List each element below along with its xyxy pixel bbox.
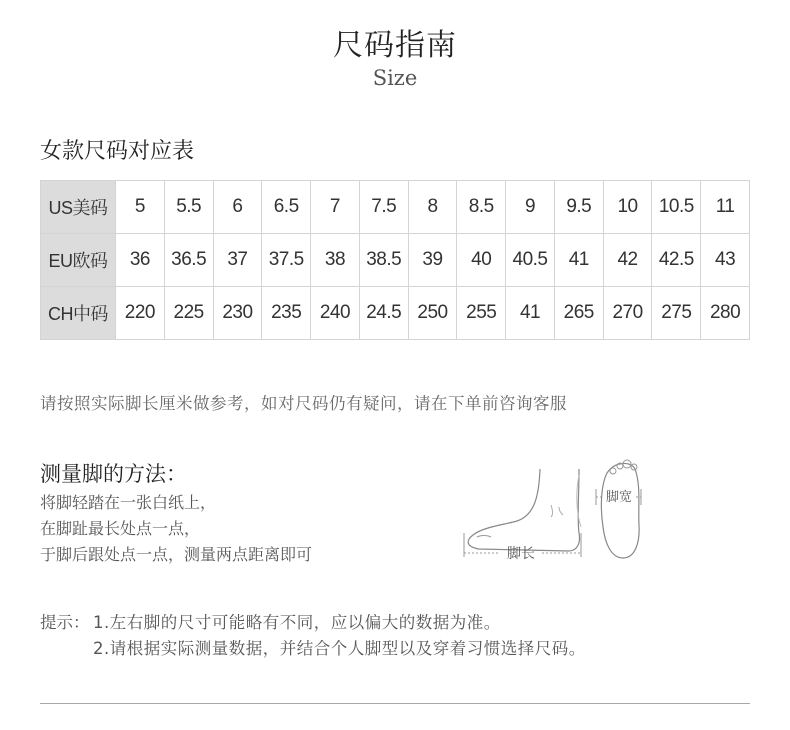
table-cell: 8 <box>408 181 457 234</box>
size-table-title: 女款尺码对应表 <box>40 139 195 164</box>
foot-width-label: 脚宽 <box>605 490 633 505</box>
table-cell: 240 <box>311 287 360 340</box>
table-row <box>41 287 750 340</box>
table-cell: 270 <box>603 287 652 340</box>
table-cell: 5 <box>116 181 165 234</box>
tip-item-2: 2.请根据实际测量数据，并结合个人脚型以及穿着习惯选择尺码。 <box>93 639 586 658</box>
table-cell: 38 <box>311 234 360 287</box>
table-cell: 42.5 <box>652 234 701 287</box>
table-cell: 275 <box>652 287 701 340</box>
table-cell: 265 <box>554 287 603 340</box>
table-cell: 37.5 <box>262 234 311 287</box>
foot-length-label: 脚长 <box>507 546 535 562</box>
table-row-header: CH中码 <box>41 287 116 340</box>
table-cell: 40.5 <box>506 234 555 287</box>
measure-step-1: 将脚轻踏在一张白纸上， <box>40 493 217 512</box>
table-cell: 24.5 <box>359 287 408 340</box>
table-row <box>41 181 750 234</box>
table-cell: 43 <box>701 234 750 287</box>
table-cell: 41 <box>506 287 555 340</box>
table-cell: 9 <box>506 181 555 234</box>
table-cell: 42 <box>603 234 652 287</box>
table-row-header: EU欧码 <box>41 234 116 287</box>
table-cell: 250 <box>408 287 457 340</box>
table-cell: 36.5 <box>164 234 213 287</box>
table-cell: 40 <box>457 234 506 287</box>
table-cell: 41 <box>554 234 603 287</box>
table-cell: 10.5 <box>652 181 701 234</box>
table-cell: 11 <box>701 181 750 234</box>
table-row <box>41 234 750 287</box>
table-cell: 280 <box>701 287 750 340</box>
tip-item-1: 1.左右脚的尺寸可能略有不同，应以偏大的数据为准。 <box>93 613 501 632</box>
table-cell: 255 <box>457 287 506 340</box>
table-cell: 38.5 <box>359 234 408 287</box>
table-cell: 10 <box>603 181 652 234</box>
bottom-divider <box>40 703 750 704</box>
tips-label: 提示： <box>40 613 90 632</box>
table-cell: 5.5 <box>164 181 213 234</box>
table-cell: 6 <box>213 181 262 234</box>
size-chart-table <box>40 180 750 340</box>
table-cell: 8.5 <box>457 181 506 234</box>
table-cell: 7 <box>311 181 360 234</box>
size-note: 请按照实际脚长厘米做参考，如对尺码仍有疑问，请在下单前咨询客服 <box>40 394 567 413</box>
table-cell: 37 <box>213 234 262 287</box>
table-cell: 220 <box>116 287 165 340</box>
foot-measure-illustration <box>455 455 655 567</box>
table-cell: 6.5 <box>262 181 311 234</box>
page-title: 尺码指南 <box>333 28 457 63</box>
table-cell: 235 <box>262 287 311 340</box>
measure-title: 测量脚的方法： <box>40 462 187 486</box>
table-cell: 7.5 <box>359 181 408 234</box>
page-subtitle: Size <box>372 66 418 90</box>
foot-sole-view-icon <box>601 463 639 558</box>
table-row-header: US美码 <box>41 181 116 234</box>
measure-step-2: 在脚趾最长处点一点， <box>40 519 201 538</box>
table-cell: 230 <box>213 287 262 340</box>
table-cell: 36 <box>116 234 165 287</box>
measure-step-3: 于脚后跟处点一点，测量两点距离即可 <box>40 545 313 564</box>
foot-side-view-icon <box>468 469 579 551</box>
table-cell: 9.5 <box>554 181 603 234</box>
table-cell: 225 <box>164 287 213 340</box>
table-cell: 39 <box>408 234 457 287</box>
